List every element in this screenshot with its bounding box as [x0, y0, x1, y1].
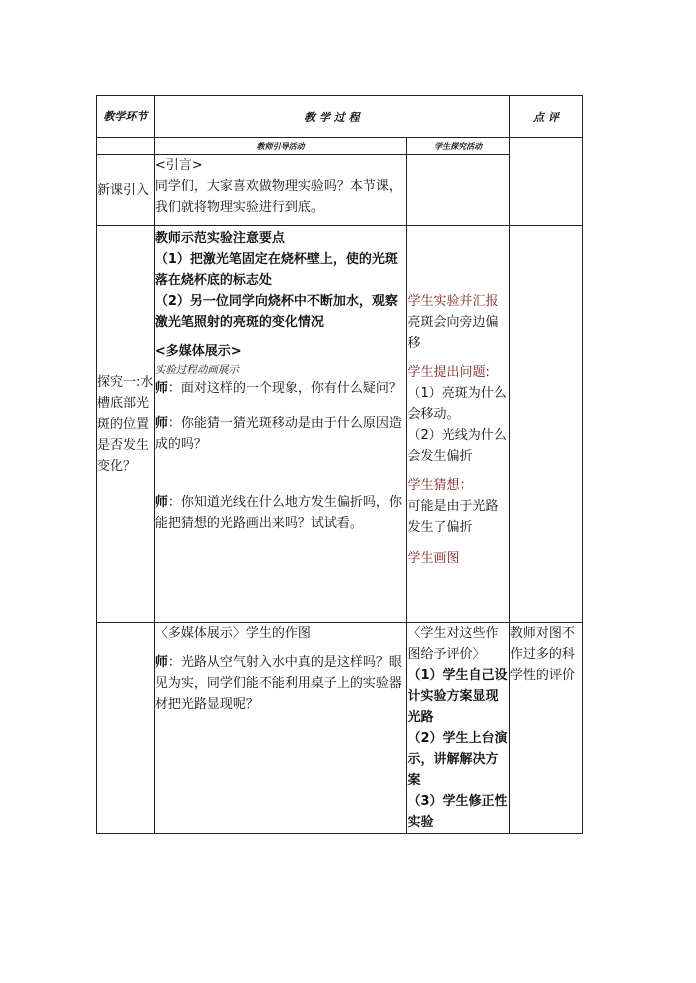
teacher-activity-header: 教师引导活动 [154, 138, 407, 155]
demo-point-1: （1）把激光笔固定在烧杯壁上，使的光斑落在烧杯底的标志处 [154, 252, 398, 288]
stage-header: 教学环节 [97, 96, 155, 138]
teacher-question-2: 师：你能猜一猜光斑移动是由于什么原因造成的吗？ [154, 416, 402, 452]
stage-intro: 新课引入 [97, 155, 155, 226]
explore-row [97, 226, 583, 623]
teacher-question-1: 师：面对这样的一个现象，你有什么疑问？ [154, 381, 402, 396]
speaker-label: 师 [154, 495, 168, 510]
student-activity-header: 学生探究活动 [407, 138, 509, 155]
teacher-question-3: 师：你知道光线在什么地方发生偏折吗，你能把猜想的光路画出来吗？试试看。 [154, 495, 402, 531]
speaker-label: 师 [154, 655, 168, 670]
draw-label: 学生画图 [407, 551, 460, 566]
guess-text: 可能是由于光路发生了偏折 [407, 499, 499, 535]
header-row [97, 96, 583, 138]
stage-verify [97, 623, 155, 834]
media-note: 实验过程动画展示 [154, 364, 239, 376]
intro-tag: <引言> [154, 158, 203, 173]
explore-student-cell [407, 226, 509, 623]
speaker-label: 师 [154, 416, 168, 431]
explore-review-cell [509, 226, 582, 623]
speaker-label: 师 [154, 381, 168, 396]
student-question-2: （2）光线为什么会发生偏折 [407, 428, 507, 464]
intro-teacher-cell [154, 155, 407, 226]
verify-media: 〈多媒体展示〉学生的作图 [154, 626, 311, 641]
stage-subheader-cell [97, 138, 155, 155]
process-header: 教 学 过 程 [154, 96, 509, 138]
student-step-1: （1）学生自己设计实验方案显现光路 [407, 668, 508, 725]
media-tag: <多媒体展示> [154, 344, 242, 359]
lesson-plan-table [96, 95, 583, 834]
verify-review-cell: 教师对图不作过多的科学性的评价 [509, 623, 582, 834]
guess-title: 学生猜想： [407, 478, 473, 493]
student-evaluation: 〈学生对这些作图给予评价〉 [407, 626, 499, 662]
verify-teacher-cell [154, 623, 407, 834]
report-title: 学生实验并汇报 [407, 294, 499, 309]
review-header: 点 评 [509, 96, 582, 138]
verify-teacher-text: 师：光路从空气射入水中真的是这样吗？眼见为实，同学们能不能利用桌子上的实验器材把光路显现呢？ [154, 655, 402, 712]
explore-teacher-cell [154, 226, 407, 623]
subheader-row [97, 138, 583, 155]
demo-heading: 教师示范实验注意要点 [154, 231, 285, 246]
report-text: 亮斑会向旁边偏移 [407, 315, 499, 351]
demo-point-2: （2）另一位同学向烧杯中不断加水，观察激光笔照射的亮斑的变化情况 [154, 294, 398, 330]
verify-row [97, 623, 583, 834]
question-title: 学生提出问题: [407, 365, 490, 380]
review-cell-intro [509, 138, 582, 226]
verify-student-cell [407, 623, 509, 834]
stage-explore: 探究一:水槽底部光斑的位置是否发生 变化？ [97, 226, 155, 623]
student-step-3: （3）学生修正性实验 [407, 794, 508, 830]
student-question-1: （1）亮斑为什么会移动。 [407, 386, 507, 422]
intro-text: 同学们，大家喜欢做物理实验吗？本节课，我们就将物理实验进行到底。 [154, 179, 402, 215]
lesson-plan-page [96, 95, 583, 834]
intro-student-cell [407, 155, 509, 226]
student-step-2: （2）学生上台演示，讲解解决方案 [407, 731, 508, 788]
